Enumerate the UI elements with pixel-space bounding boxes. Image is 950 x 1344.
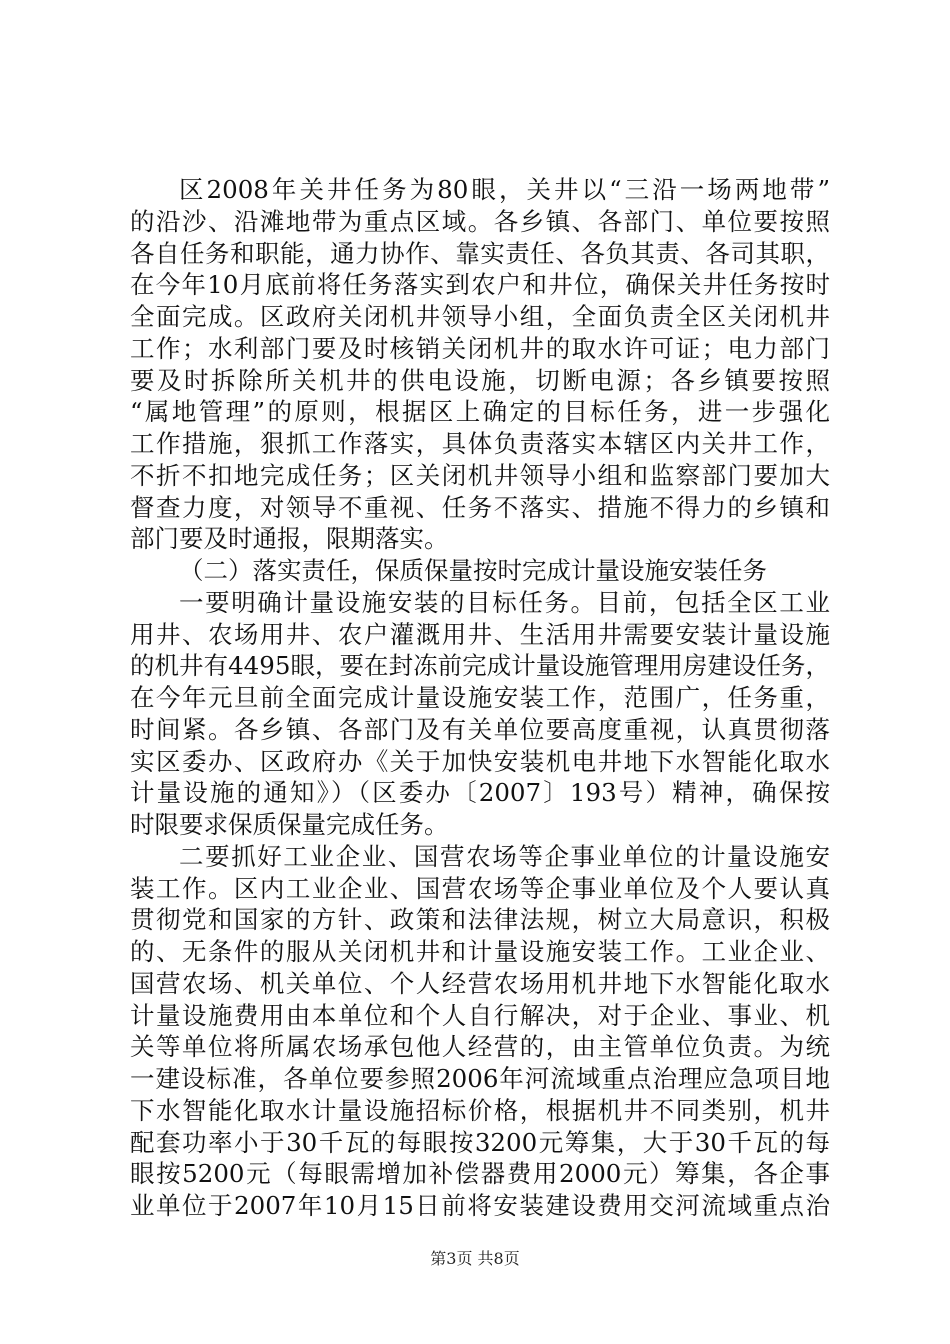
- text-line: 在今年10月底前将任务落实到农户和井位，确保关井任务按时: [130, 270, 830, 300]
- text-line: 用井、农场用井、农户灌溉用井、生活用井需要安装计量设施: [130, 619, 830, 649]
- text-line: 工作措施，狠抓工作落实，具体负责落实本辖区内关井工作，: [130, 429, 830, 458]
- text-line: 在今年元旦前全面完成计量设施安装工作，范围广，任务重，: [130, 683, 830, 712]
- text-line: 督查力度，对领导不重视、任务不落实、措施不得力的乡镇和: [130, 492, 830, 522]
- text-line: 配套功率小于30千瓦的每眼按3200元筹集，大于30千瓦的每: [130, 1127, 830, 1157]
- text-line: 的机井有4495眼，要在封冻前完成计量设施管理用房建设任务，: [130, 651, 830, 681]
- text-line: 时限要求保质保量完成任务。: [130, 810, 449, 839]
- text-line: 装工作。区内工业企业、国营农场等企事业单位及个人要认真: [130, 873, 830, 903]
- text-line: 计量设施的通知》）（区委办〔2007〕193号）精神，确保按: [130, 778, 830, 808]
- document-body: [130, 174, 830, 1222]
- text-line: 一建设标准，各单位要参照2006年河流域重点治理应急项目地: [130, 1064, 830, 1093]
- text-line: 关等单位将所属农场承包他人经营的，由主管单位负责。为统: [130, 1032, 830, 1062]
- text-line: 区2008年关井任务为80眼，关井以“三沿一场两地带”: [179, 175, 830, 204]
- page-footer: 第3页 共8页: [430, 1249, 520, 1268]
- text-line: 不折不扣地完成任务；区关闭机井领导小组和监察部门要加大: [130, 460, 830, 490]
- text-line: 下水智能化取水计量设施招标价格，根据机井不同类别，机井: [130, 1095, 830, 1125]
- text-line: “属地管理”的原则，根据区上确定的目标任务，进一步强化: [130, 397, 830, 427]
- text-line: 一要明确计量设施安装的目标任务。目前，包括全区工业: [179, 587, 830, 617]
- text-line: 部门要及时通报，限期落实。: [130, 524, 449, 554]
- text-line: 业单位于2007年10月15日前将安装建设费用交河流域重点治: [130, 1191, 830, 1220]
- text-line: 工作；水利部门要及时核销关闭机井的取水许可证；电力部门: [130, 333, 830, 363]
- text-line: 要及时拆除所关机井的供电设施，切断电源；各乡镇要按照: [130, 365, 830, 395]
- text-line: 的沿沙、沿滩地带为重点区域。各乡镇、各部门、单位要按照: [130, 206, 830, 236]
- text-line: 二要抓好工业企业、国营农场等企事业单位的计量设施安: [179, 841, 830, 871]
- text-line: 国营农场、机关单位、个人经营农场用机井地下水智能化取水: [130, 968, 830, 998]
- text-line: 贯彻党和国家的方针、政策和法律法规，树立大局意识，积极: [130, 905, 830, 935]
- text-line: 各自任务和职能，通力协作、靠实责任、各负其责、各司其职，: [130, 238, 830, 268]
- text-line: 计量设施费用由本单位和个人自行解决，对于企业、事业、机: [130, 1000, 830, 1030]
- text-line: 实区委办、区政府办《关于加快安装机电井地下水智能化取水: [130, 746, 830, 776]
- text-line: 全面完成。区政府关闭机井领导小组，全面负责全区关闭机井: [130, 302, 830, 331]
- text-line: 眼按5200元（每眼需增加补偿器费用2000元）筹集，各企事: [130, 1159, 830, 1189]
- text-line: （二）落实责任，保质保量按时完成计量设施安装任务: [179, 556, 767, 585]
- text-line: 的、无条件的服从关闭机井和计量设施安装工作。工业企业、: [130, 937, 830, 966]
- text-line: 时间紧。各乡镇、各部门及有关单位要高度重视，认真贯彻落: [130, 714, 830, 744]
